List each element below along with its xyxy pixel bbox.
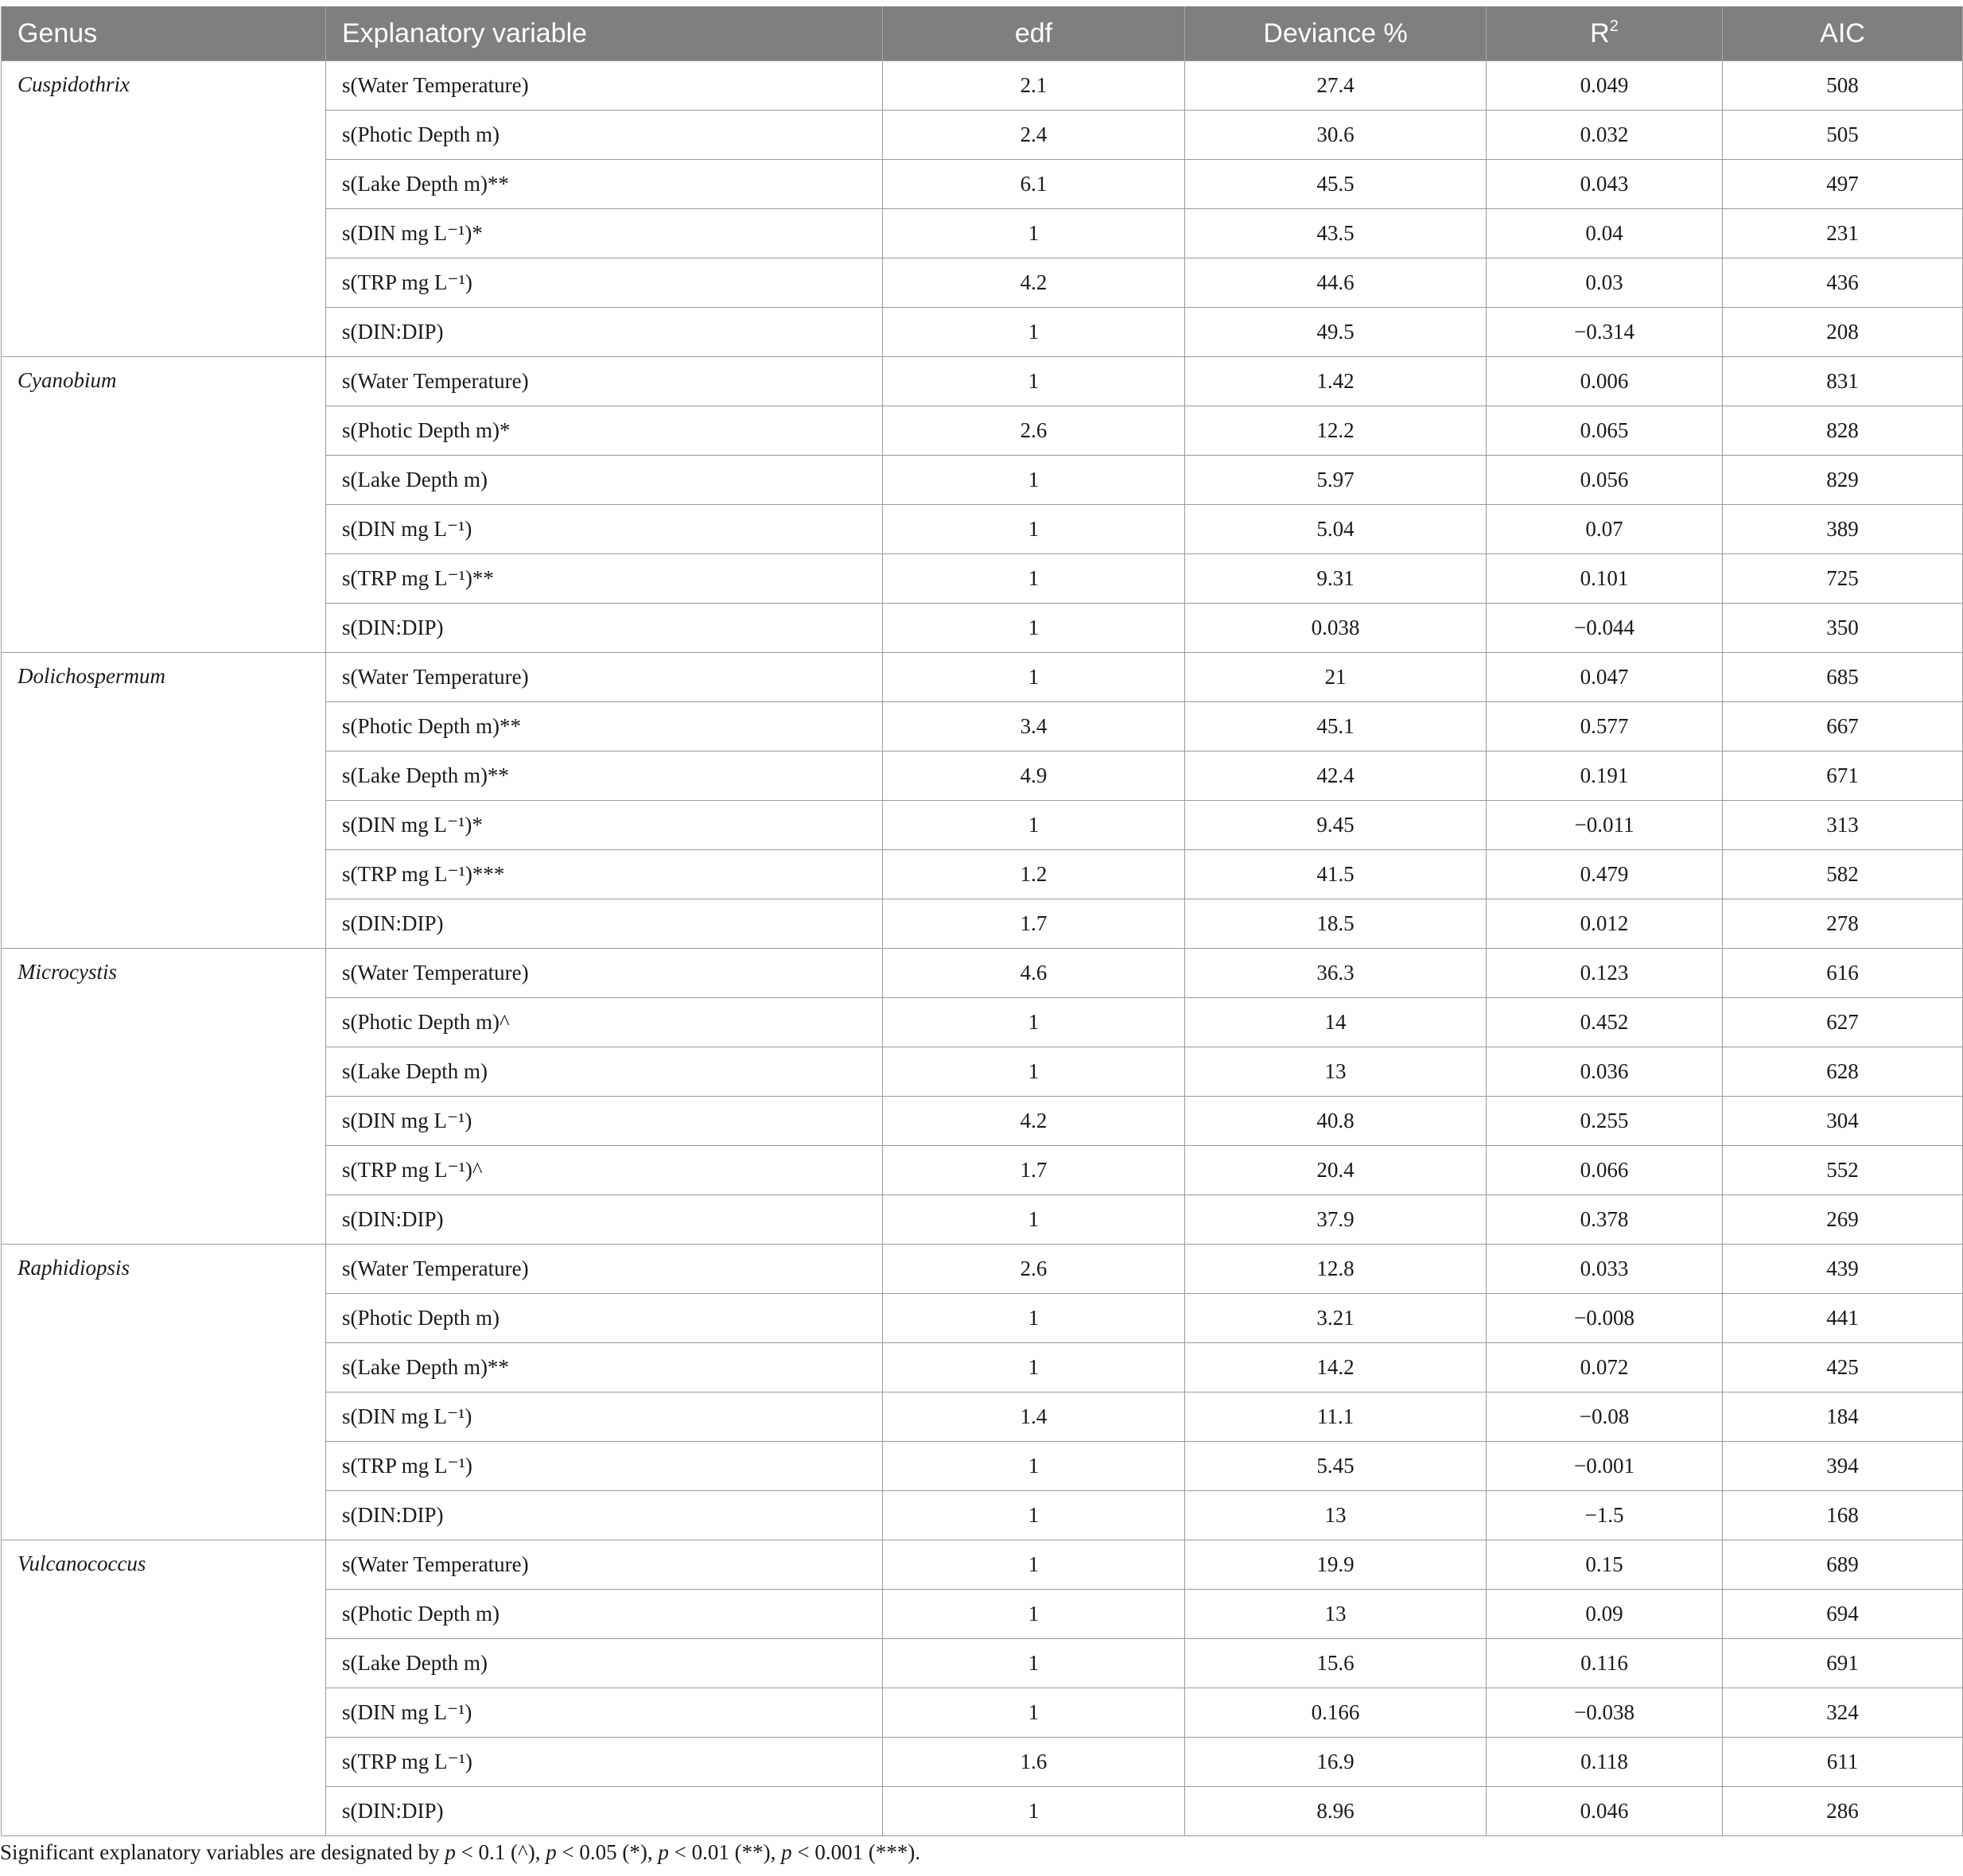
r2-cell: 0.066 [1487,1146,1723,1195]
variable-cell: s(DIN:DIP) [326,604,883,653]
r2-cell: −0.011 [1487,801,1723,850]
aic-cell: 667 [1723,702,1963,752]
r2-cell: 0.012 [1487,899,1723,949]
r2-cell: −0.044 [1487,604,1723,653]
edf-cell: 2.6 [883,406,1185,456]
variable-cell: s(Photic Depth m) [326,1590,883,1639]
edf-cell: 1 [883,1688,1185,1738]
aic-cell: 436 [1723,258,1963,308]
edf-cell: 1.6 [883,1738,1185,1787]
header-r2-superscript: 2 [1609,17,1619,35]
aic-cell: 628 [1723,1047,1963,1097]
header-row [2,6,1963,61]
variable-cell: s(TRP mg L⁻¹)*** [326,850,883,899]
variable-cell: s(Lake Depth m)** [326,160,883,209]
aic-cell: 286 [1723,1787,1963,1836]
deviance-cell: 12.8 [1185,1245,1487,1294]
variable-cell: s(Photic Depth m)** [326,702,883,752]
aic-cell: 689 [1723,1540,1963,1590]
edf-cell: 1 [883,209,1185,258]
edf-cell: 4.2 [883,1097,1185,1146]
r2-cell: 0.118 [1487,1738,1723,1787]
genus-cell: Cuspidothrix [2,61,326,357]
r2-cell: 0.191 [1487,752,1723,801]
r2-cell: 0.116 [1487,1639,1723,1688]
genus-cell: Dolichospermum [2,653,326,949]
edf-cell: 1 [883,505,1185,554]
aic-cell: 582 [1723,850,1963,899]
edf-cell: 1 [883,456,1185,505]
aic-cell: 324 [1723,1688,1963,1738]
variable-cell: s(DIN:DIP) [326,1491,883,1540]
edf-cell: 1 [883,1442,1185,1491]
r2-cell: −0.08 [1487,1392,1723,1442]
edf-cell: 1.7 [883,899,1185,949]
variable-cell: s(Photic Depth m)* [326,406,883,456]
edf-cell: 1 [883,1787,1185,1836]
p-symbol: p [445,1840,456,1864]
edf-cell: 1.7 [883,1146,1185,1195]
aic-cell: 497 [1723,160,1963,209]
aic-cell: 184 [1723,1392,1963,1442]
edf-cell: 1 [883,1590,1185,1639]
aic-cell: 208 [1723,308,1963,357]
deviance-cell: 45.1 [1185,702,1487,752]
r2-cell: 0.047 [1487,653,1723,702]
variable-cell: s(TRP mg L⁻¹) [326,1738,883,1787]
variable-cell: s(DIN:DIP) [326,1787,883,1836]
aic-cell: 350 [1723,604,1963,653]
variable-cell: s(Water Temperature) [326,357,883,406]
variable-cell: s(Water Temperature) [326,61,883,111]
p-symbol: p [658,1840,669,1864]
edf-cell: 1 [883,357,1185,406]
deviance-cell: 41.5 [1185,850,1487,899]
deviance-cell: 0.038 [1185,604,1487,653]
deviance-cell: 14 [1185,998,1487,1047]
deviance-cell: 1.42 [1185,357,1487,406]
aic-cell: 694 [1723,1590,1963,1639]
table-row [2,949,1963,998]
table-row [2,61,1963,111]
edf-cell: 1.2 [883,850,1185,899]
variable-cell: s(Photic Depth m) [326,111,883,160]
aic-cell: 441 [1723,1294,1963,1343]
variable-cell: s(Lake Depth m) [326,1047,883,1097]
deviance-cell: 44.6 [1185,258,1487,308]
deviance-cell: 8.96 [1185,1787,1487,1836]
aic-cell: 691 [1723,1639,1963,1688]
table-row [2,357,1963,406]
table-body [2,61,1963,1836]
footnote: Significant explanatory variables are designated by p < 0.1 (^), p < 0.05 (*), p < 0.01 (**), p < 0.001 (***). [0,1840,921,1864]
deviance-cell: 13 [1185,1047,1487,1097]
aic-cell: 831 [1723,357,1963,406]
edf-cell: 1 [883,1639,1185,1688]
aic-cell: 508 [1723,61,1963,111]
deviance-cell: 15.6 [1185,1639,1487,1688]
deviance-cell: 20.4 [1185,1146,1487,1195]
results-table [1,6,1963,1836]
deviance-cell: 14.2 [1185,1343,1487,1392]
deviance-cell: 12.2 [1185,406,1487,456]
r2-cell: 0.452 [1487,998,1723,1047]
deviance-cell: 27.4 [1185,61,1487,111]
deviance-cell: 21 [1185,653,1487,702]
p-symbol: p [781,1840,792,1864]
r2-cell: 0.07 [1487,505,1723,554]
aic-cell: 389 [1723,505,1963,554]
edf-cell: 1 [883,308,1185,357]
aic-cell: 685 [1723,653,1963,702]
deviance-cell: 45.5 [1185,160,1487,209]
edf-cell: 4.6 [883,949,1185,998]
aic-cell: 269 [1723,1195,1963,1245]
edf-cell: 1 [883,604,1185,653]
variable-cell: s(DIN:DIP) [326,899,883,949]
genus-cell: Raphidiopsis [2,1245,326,1540]
table-container [0,6,1865,1836]
r2-cell: 0.123 [1487,949,1723,998]
aic-cell: 278 [1723,899,1963,949]
deviance-cell: 42.4 [1185,752,1487,801]
deviance-cell: 30.6 [1185,111,1487,160]
aic-cell: 168 [1723,1491,1963,1540]
aic-cell: 439 [1723,1245,1963,1294]
r2-cell: 0.006 [1487,357,1723,406]
deviance-cell: 13 [1185,1590,1487,1639]
deviance-cell: 5.97 [1185,456,1487,505]
r2-cell: −0.001 [1487,1442,1723,1491]
r2-cell: 0.03 [1487,258,1723,308]
r2-cell: 0.15 [1487,1540,1723,1590]
r2-cell: 0.09 [1487,1590,1723,1639]
edf-cell: 1 [883,801,1185,850]
header-r2-base: R [1590,17,1610,49]
variable-cell: s(TRP mg L⁻¹)^ [326,1146,883,1195]
header-explanatory-variable: Explanatory variable [326,6,883,61]
edf-cell: 1.4 [883,1392,1185,1442]
r2-cell: 0.032 [1487,111,1723,160]
r2-cell: 0.378 [1487,1195,1723,1245]
edf-cell: 1 [883,1491,1185,1540]
edf-cell: 1 [883,1294,1185,1343]
variable-cell: s(Water Temperature) [326,653,883,702]
aic-cell: 829 [1723,456,1963,505]
deviance-cell: 40.8 [1185,1097,1487,1146]
r2-cell: 0.056 [1487,456,1723,505]
aic-cell: 616 [1723,949,1963,998]
variable-cell: s(TRP mg L⁻¹) [326,1442,883,1491]
edf-cell: 6.1 [883,160,1185,209]
header-edf: edf [883,6,1185,61]
table-row [2,653,1963,702]
variable-cell: s(DIN mg L⁻¹) [326,505,883,554]
deviance-cell: 36.3 [1185,949,1487,998]
deviance-cell: 9.45 [1185,801,1487,850]
aic-cell: 828 [1723,406,1963,456]
aic-cell: 394 [1723,1442,1963,1491]
r2-cell: 0.046 [1487,1787,1723,1836]
variable-cell: s(DIN mg L⁻¹)* [326,209,883,258]
r2-cell: −0.038 [1487,1688,1723,1738]
edf-cell: 1 [883,1195,1185,1245]
aic-cell: 313 [1723,801,1963,850]
edf-cell: 4.2 [883,258,1185,308]
variable-cell: s(TRP mg L⁻¹) [326,258,883,308]
deviance-cell: 49.5 [1185,308,1487,357]
header-r2 [1487,6,1723,61]
table-row [2,1540,1963,1590]
aic-cell: 671 [1723,752,1963,801]
deviance-cell: 37.9 [1185,1195,1487,1245]
aic-cell: 304 [1723,1097,1963,1146]
edf-cell: 4.9 [883,752,1185,801]
variable-cell: s(DIN:DIP) [326,1195,883,1245]
variable-cell: s(DIN mg L⁻¹) [326,1097,883,1146]
r2-cell: 0.479 [1487,850,1723,899]
r2-cell: 0.255 [1487,1097,1723,1146]
edf-cell: 3.4 [883,702,1185,752]
deviance-cell: 11.1 [1185,1392,1487,1442]
p-symbol: p [546,1840,557,1864]
header-aic: AIC [1723,6,1963,61]
r2-cell: 0.577 [1487,702,1723,752]
edf-cell: 1 [883,653,1185,702]
variable-cell: s(DIN mg L⁻¹) [326,1688,883,1738]
variable-cell: s(DIN mg L⁻¹) [326,1392,883,1442]
deviance-cell: 13 [1185,1491,1487,1540]
deviance-cell: 0.166 [1185,1688,1487,1738]
deviance-cell: 5.04 [1185,505,1487,554]
genus-cell: Vulcanococcus [2,1540,326,1836]
r2-cell: 0.033 [1487,1245,1723,1294]
aic-cell: 627 [1723,998,1963,1047]
edf-cell: 2.1 [883,61,1185,111]
variable-cell: s(Lake Depth m) [326,456,883,505]
deviance-cell: 43.5 [1185,209,1487,258]
edf-cell: 2.4 [883,111,1185,160]
edf-cell: 1 [883,1343,1185,1392]
variable-cell: s(Photic Depth m)^ [326,998,883,1047]
r2-cell: 0.036 [1487,1047,1723,1097]
r2-cell: 0.101 [1487,554,1723,604]
r2-cell: 0.049 [1487,61,1723,111]
variable-cell: s(Lake Depth m) [326,1639,883,1688]
r2-cell: 0.04 [1487,209,1723,258]
edf-cell: 1 [883,1047,1185,1097]
deviance-cell: 19.9 [1185,1540,1487,1590]
header-deviance: Deviance % [1185,6,1487,61]
deviance-cell: 9.31 [1185,554,1487,604]
deviance-cell: 18.5 [1185,899,1487,949]
variable-cell: s(DIN mg L⁻¹)* [326,801,883,850]
r2-cell: −0.008 [1487,1294,1723,1343]
variable-cell: s(Photic Depth m) [326,1294,883,1343]
genus-cell: Cyanobium [2,357,326,653]
genus-cell: Microcystis [2,949,326,1245]
r2-cell: 0.065 [1487,406,1723,456]
r2-cell: 0.072 [1487,1343,1723,1392]
variable-cell: s(DIN:DIP) [326,308,883,357]
aic-cell: 425 [1723,1343,1963,1392]
table-row [2,1245,1963,1294]
r2-cell: 0.043 [1487,160,1723,209]
variable-cell: s(Lake Depth m)** [326,1343,883,1392]
aic-cell: 725 [1723,554,1963,604]
header-genus: Genus [2,6,326,61]
edf-cell: 1 [883,998,1185,1047]
variable-cell: s(Water Temperature) [326,949,883,998]
deviance-cell: 3.21 [1185,1294,1487,1343]
variable-cell: s(Water Temperature) [326,1245,883,1294]
aic-cell: 552 [1723,1146,1963,1195]
r2-cell: −0.314 [1487,308,1723,357]
edf-cell: 1 [883,554,1185,604]
aic-cell: 611 [1723,1738,1963,1787]
deviance-cell: 16.9 [1185,1738,1487,1787]
aic-cell: 505 [1723,111,1963,160]
variable-cell: s(Water Temperature) [326,1540,883,1590]
r2-cell: −1.5 [1487,1491,1723,1540]
variable-cell: s(Lake Depth m)** [326,752,883,801]
variable-cell: s(TRP mg L⁻¹)** [326,554,883,604]
edf-cell: 1 [883,1540,1185,1590]
deviance-cell: 5.45 [1185,1442,1487,1491]
edf-cell: 2.6 [883,1245,1185,1294]
aic-cell: 231 [1723,209,1963,258]
